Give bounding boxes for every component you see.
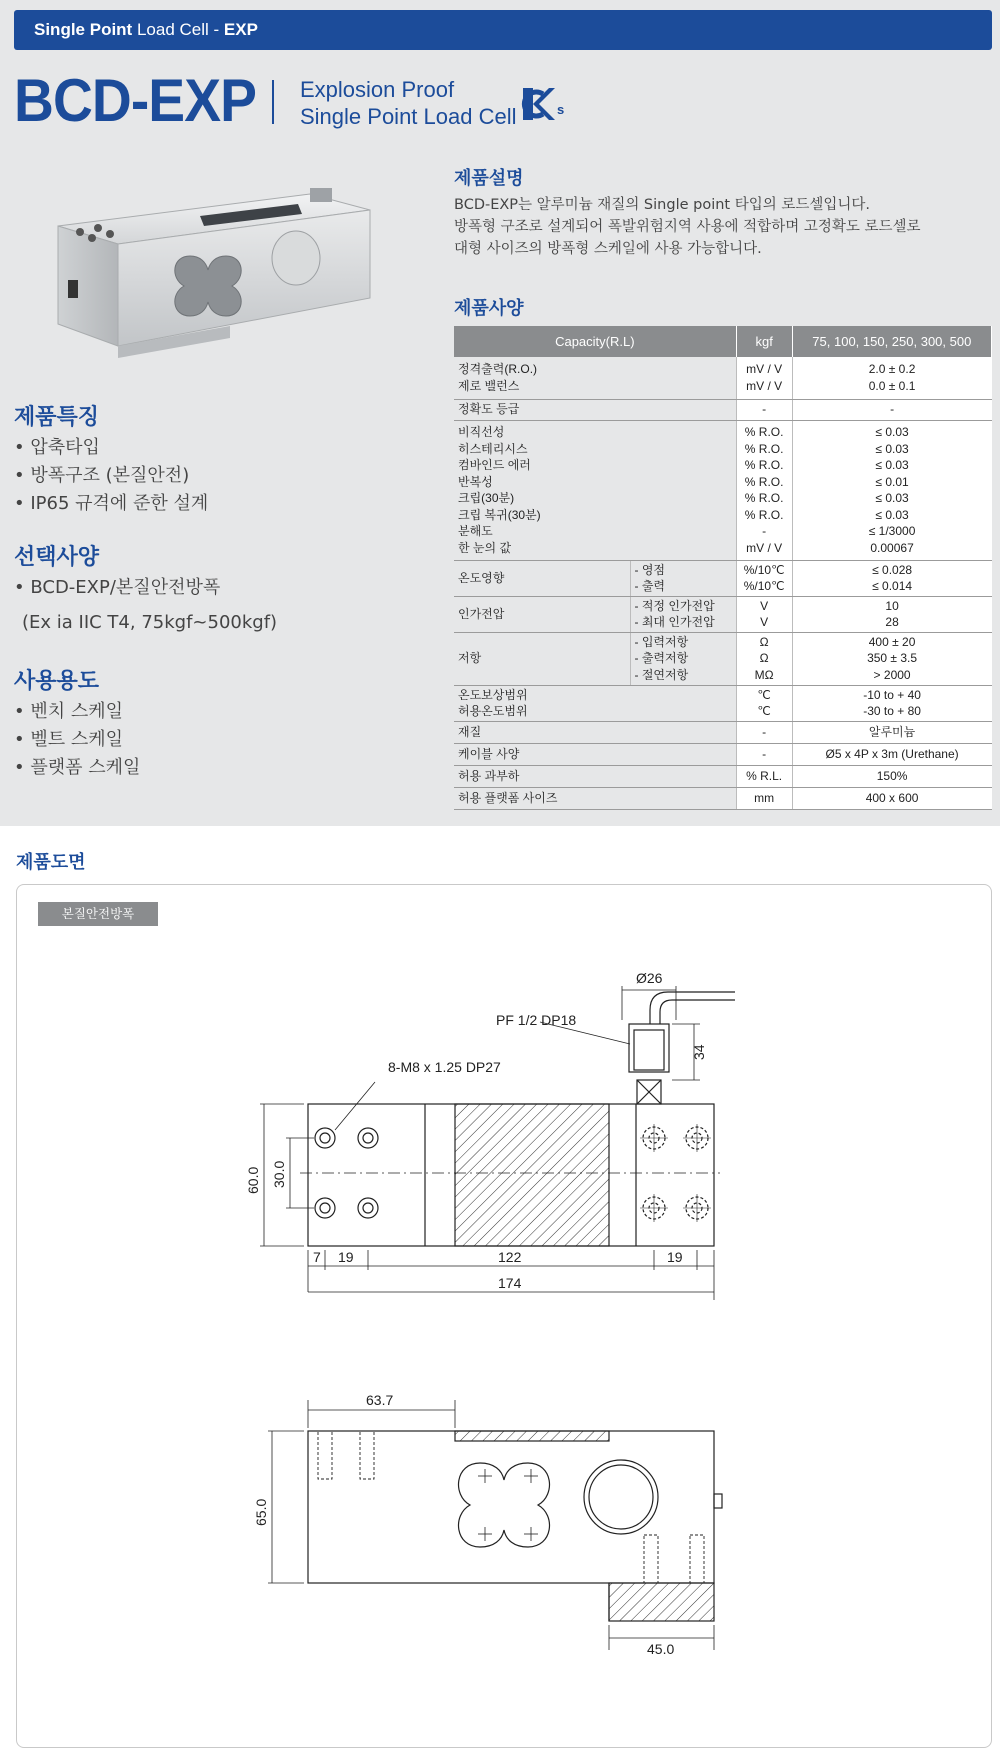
dim-65: 65.0 bbox=[253, 1498, 269, 1526]
dim-port: PF 1/2 DP18 bbox=[496, 1012, 577, 1028]
spec-sub: - 출력 bbox=[634, 579, 666, 593]
dim-34: 34 bbox=[691, 1044, 707, 1060]
drawing-title: 제품도면 bbox=[16, 852, 86, 873]
spec-name: 분해도 bbox=[458, 524, 493, 538]
spec-value: ≤ 0.01 bbox=[875, 474, 909, 489]
spec-value: ≤ 0.03 bbox=[875, 458, 909, 472]
dim-holes: 8-M8 x 1.25 DP27 bbox=[388, 1059, 501, 1075]
spec-unit: - bbox=[736, 399, 792, 420]
spec-unit: - bbox=[762, 524, 767, 538]
spec-value: ≤ 1/3000 bbox=[868, 524, 916, 538]
spec-unit: - bbox=[736, 743, 792, 765]
spec-value: 0.00067 bbox=[870, 540, 914, 555]
side-view-outline bbox=[308, 1431, 714, 1583]
dim-30: 30.0 bbox=[271, 1160, 287, 1188]
spec-value: -10 to + 40 bbox=[863, 687, 921, 702]
spec-unit: % R.O. bbox=[744, 507, 784, 522]
spec-name: 정격출력(R.O.) bbox=[458, 362, 538, 377]
spec-header-capacity: Capacity(R.L) bbox=[454, 326, 736, 357]
description-line: 대형 사이즈의 방폭형 스케일에 사용 가능합니다. bbox=[454, 241, 762, 257]
spec-value: Ø5 x 4P x 3m (Urethane) bbox=[792, 743, 991, 765]
spec-name: 재질 bbox=[454, 721, 736, 743]
spec-value: 2.0 ± 0.2 bbox=[868, 362, 916, 377]
spec-sub: - 출력저항 bbox=[634, 651, 689, 666]
subtitle-line-1: Explosion Proof bbox=[300, 77, 455, 102]
spec-unit: %/10℃ bbox=[743, 579, 785, 593]
spec-unit: Ω bbox=[759, 634, 769, 649]
drawing-tag: 본질안전방폭 bbox=[38, 902, 158, 926]
spec-unit: % R.L. bbox=[736, 765, 792, 787]
list-item: • BCD-EXP/본질안전방폭 bbox=[14, 574, 220, 602]
spec-unit: ℃ bbox=[757, 704, 771, 718]
spec-name: 비직선성 bbox=[458, 425, 505, 439]
dim-174: 174 bbox=[498, 1275, 522, 1291]
mount-step-hatch bbox=[609, 1583, 714, 1621]
description-line: 방폭형 구조로 설계되어 폭발위험지역 사용에 적합하며 고정확도 로드셀로 bbox=[454, 219, 921, 235]
spec-value: 10 bbox=[885, 598, 899, 613]
options-title: 선택사양 bbox=[14, 545, 100, 570]
spec-value: ≤ 0.028 bbox=[872, 562, 913, 577]
spec-name: 허용 과부하 bbox=[454, 765, 736, 787]
dim-60: 60.0 bbox=[245, 1166, 261, 1194]
spec-name: 컴바인드 에러 bbox=[458, 458, 531, 472]
spec-value: ≤ 0.03 bbox=[875, 441, 909, 456]
spec-name: 허용 플랫폼 사이즈 bbox=[454, 787, 736, 809]
spec-value: 350 ± 3.5 bbox=[867, 651, 918, 666]
spec-value: - bbox=[792, 399, 991, 420]
spec-name: 크립 복귀(30분) bbox=[458, 507, 541, 522]
spec-sub: - 최대 인가전압 bbox=[634, 615, 715, 629]
subtitle-line-2: Single Point Load Cell bbox=[300, 104, 517, 129]
list-item: • 방폭구조 (본질안전) bbox=[14, 462, 208, 490]
spec-name: 한 눈의 값 bbox=[458, 540, 512, 555]
spec-unit: % R.O. bbox=[744, 491, 784, 505]
category-bold: Single Point bbox=[34, 20, 133, 39]
spec-name: 제로 밸런스 bbox=[458, 378, 520, 393]
applications-title: 사용용도 bbox=[14, 669, 100, 694]
spec-group: 온도영향 bbox=[454, 560, 630, 596]
category-series: EXP bbox=[223, 20, 258, 39]
spec-header-unit: kgf bbox=[736, 326, 792, 357]
list-item: • 벨트 스케일 bbox=[14, 726, 140, 754]
options-note: (Ex ia IIC T4, 75kgf~500kgf) bbox=[22, 612, 278, 633]
spec-value: ≤ 0.03 bbox=[875, 425, 909, 439]
spec-group: 저항 bbox=[454, 632, 630, 685]
features-title: 제품특징 bbox=[14, 405, 100, 430]
spec-header-values: 75, 100, 150, 250, 300, 500 bbox=[792, 326, 991, 357]
spec-value: 알루미늄 bbox=[792, 721, 991, 743]
spec-value: -30 to + 80 bbox=[863, 704, 921, 718]
spec-unit: % R.O. bbox=[744, 425, 784, 439]
spec-value: ≤ 0.03 bbox=[875, 491, 909, 505]
spec-value: 150% bbox=[792, 765, 991, 787]
dim-19-right: 19 bbox=[667, 1249, 683, 1265]
spec-name: 허용온도범위 bbox=[458, 704, 528, 718]
spec-sub: - 입력저항 bbox=[634, 634, 689, 649]
cable-gland bbox=[629, 992, 735, 1104]
list-item: • 벤치 스케일 bbox=[14, 698, 140, 726]
spec-value: > 2000 bbox=[873, 667, 911, 682]
spec-unit: % R.O. bbox=[744, 474, 784, 489]
spec-name: 온도보상범위 bbox=[458, 687, 528, 702]
spec-name: 정확도 등급 bbox=[454, 399, 736, 420]
model-title: BCD-EXP bbox=[14, 67, 256, 134]
spec-unit: mV / V bbox=[746, 540, 783, 555]
dim-122: 122 bbox=[498, 1249, 522, 1265]
spec-unit: mV / V bbox=[746, 378, 783, 393]
list-item: • 플랫폼 스케일 bbox=[14, 754, 140, 782]
description-line: BCD-EXP는 알루미늄 재질의 Single point 타입의 로드셀입니다. bbox=[454, 197, 870, 213]
dim-cable-diameter: Ø26 bbox=[636, 970, 663, 986]
dim-63-7: 63.7 bbox=[366, 1392, 394, 1408]
spec-value: 400 x 600 bbox=[792, 787, 991, 809]
spec-unit: mm bbox=[736, 787, 792, 809]
spec-sub: - 영점 bbox=[634, 562, 666, 577]
spec-name: 히스테리시스 bbox=[458, 441, 528, 456]
dim-19-left: 19 bbox=[338, 1249, 354, 1265]
spec-unit: Ω bbox=[759, 651, 769, 666]
spec-group: 인가전압 bbox=[454, 596, 630, 632]
spec-unit: %/10℃ bbox=[743, 562, 785, 577]
spec-value: 28 bbox=[885, 615, 899, 629]
spec-unit: % R.O. bbox=[744, 458, 784, 472]
spec-value: 400 ± 20 bbox=[868, 634, 916, 649]
spec-name: 크립(30분) bbox=[458, 491, 515, 505]
description-title: 제품설명 bbox=[454, 168, 524, 189]
spec-unit: - bbox=[736, 721, 792, 743]
spec-value: ≤ 0.014 bbox=[872, 579, 913, 593]
svg-text:s: s bbox=[557, 102, 565, 117]
spec-sub: - 절연저항 bbox=[634, 667, 689, 682]
spec-unit: % R.O. bbox=[744, 441, 784, 456]
spec-name: 케이블 사양 bbox=[454, 743, 736, 765]
spec-unit: MΩ bbox=[754, 667, 774, 682]
spec-title: 제품사양 bbox=[454, 298, 524, 319]
spec-sub: - 적정 인가전압 bbox=[634, 598, 715, 613]
spec-name: 반복성 bbox=[458, 474, 493, 489]
spec-unit: mV / V bbox=[746, 362, 783, 377]
category-rest: Load Cell - bbox=[132, 20, 224, 39]
spec-unit: V bbox=[760, 598, 769, 613]
spec-value: 0.0 ± 0.1 bbox=[868, 378, 916, 393]
dim-7: 7 bbox=[313, 1249, 321, 1265]
spec-value: ≤ 0.03 bbox=[875, 507, 909, 522]
top-view-hatch bbox=[455, 1104, 609, 1246]
list-item: • 압축타입 bbox=[14, 434, 208, 462]
list-item: • IP65 규격에 준한 설계 bbox=[14, 490, 208, 518]
dim-45: 45.0 bbox=[647, 1641, 675, 1657]
spec-unit: ℃ bbox=[757, 687, 771, 702]
spec-unit: V bbox=[760, 615, 769, 629]
